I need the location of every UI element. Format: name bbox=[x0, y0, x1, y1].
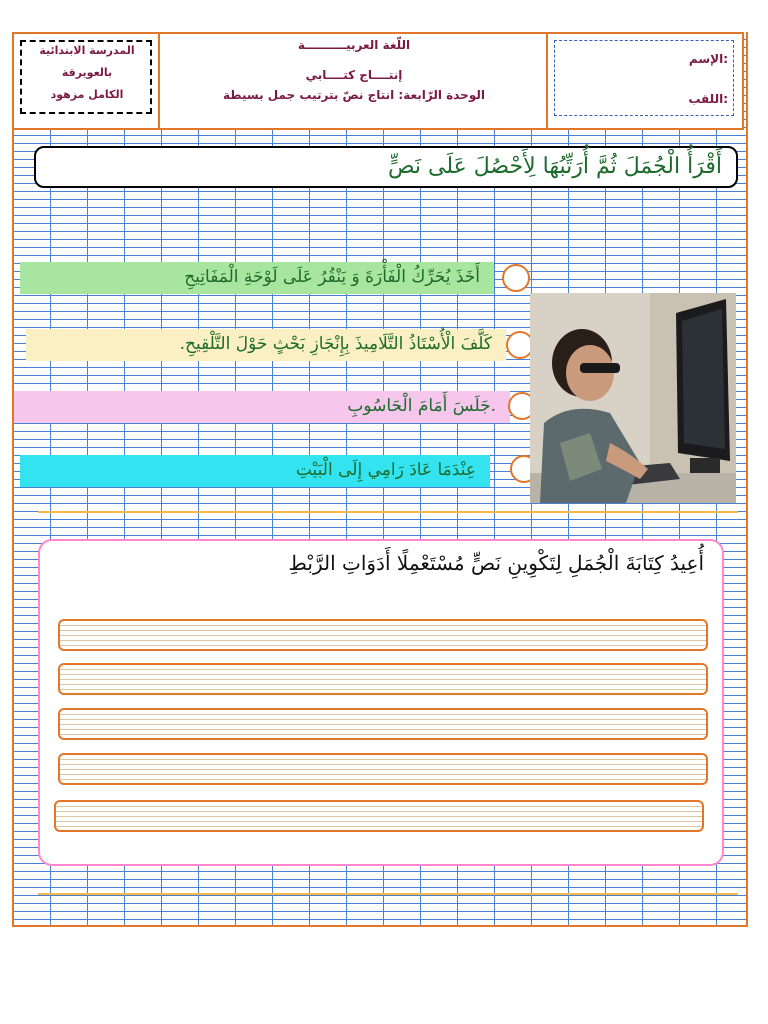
school-town: بالعويرقة bbox=[61, 66, 113, 79]
boy-at-computer-photo bbox=[530, 293, 736, 503]
sentence-strip-2 bbox=[26, 329, 506, 361]
sentence-strip-1 bbox=[20, 262, 494, 294]
writing-line-4[interactable] bbox=[58, 753, 708, 785]
school-name: المدرسة الابتدائية bbox=[39, 44, 135, 57]
bottom-line bbox=[38, 893, 738, 895]
sentence-text: كَلَّفَ الْأُسْتَاذُ التَّلَامِيذَ بِإِنْجَازِ بَحْثٍ حَوْلَ التَّلْقِيحِ. bbox=[179, 334, 492, 354]
writing-line-2[interactable] bbox=[58, 663, 708, 695]
rewrite-panel bbox=[38, 539, 724, 866]
sentence-strip-3 bbox=[14, 391, 510, 423]
divider-line bbox=[38, 511, 738, 513]
surname-label: اللقب: bbox=[688, 92, 728, 106]
sentence-strip-4 bbox=[20, 455, 490, 487]
writing-line-1[interactable] bbox=[58, 619, 708, 651]
instruction-box bbox=[34, 146, 738, 188]
name-label: الإسم: bbox=[688, 52, 728, 66]
order-circle-1[interactable] bbox=[502, 264, 530, 292]
writing-line-5[interactable] bbox=[54, 800, 704, 832]
instruction-text: أَقْرَأُ الْجُمَلَ ثُمَّ أُرَتِّبُهَا لِأَحْصُلَ عَلَى نَصٍّ bbox=[387, 154, 722, 179]
writing-line-3[interactable] bbox=[58, 708, 708, 740]
sentence-text: عِنْدَمَا عَادَ رَامِي إِلَى الْبَيْتِ bbox=[295, 460, 476, 480]
sentence-text: .جَلَسَ أَمَامَ الْحَاسُوبِ bbox=[347, 396, 496, 416]
school-cell bbox=[14, 34, 160, 128]
sentence-text: أَخَذَ يُحَرِّكُ الْفَأْرَةَ وَ يَنْقُرُ عَلَى لَوْحَةِ الْمَفَاتِيحِ bbox=[184, 267, 480, 287]
title-cell bbox=[160, 34, 548, 128]
unit-title: الوحدة الرّابعة: انتاج نصّ بترتيب جمل بسيطة bbox=[223, 88, 485, 102]
worksheet-header bbox=[12, 32, 744, 130]
school-person: الكامل مزهود bbox=[50, 88, 124, 101]
subject-title: اللّغة العربيــــــــــة bbox=[297, 38, 411, 52]
student-cell bbox=[548, 34, 742, 128]
photo-illustration bbox=[530, 293, 736, 503]
task-title: أُعِيدُ كِتَابَةَ الْجُمَلِ لِتَكْوِينِ نَصٍّ مُسْتَعْمِلًا أَدَوَاتِ الرَّبْطِ bbox=[288, 551, 704, 575]
activity-title: إنتــــاج كتــــابي bbox=[305, 68, 403, 82]
